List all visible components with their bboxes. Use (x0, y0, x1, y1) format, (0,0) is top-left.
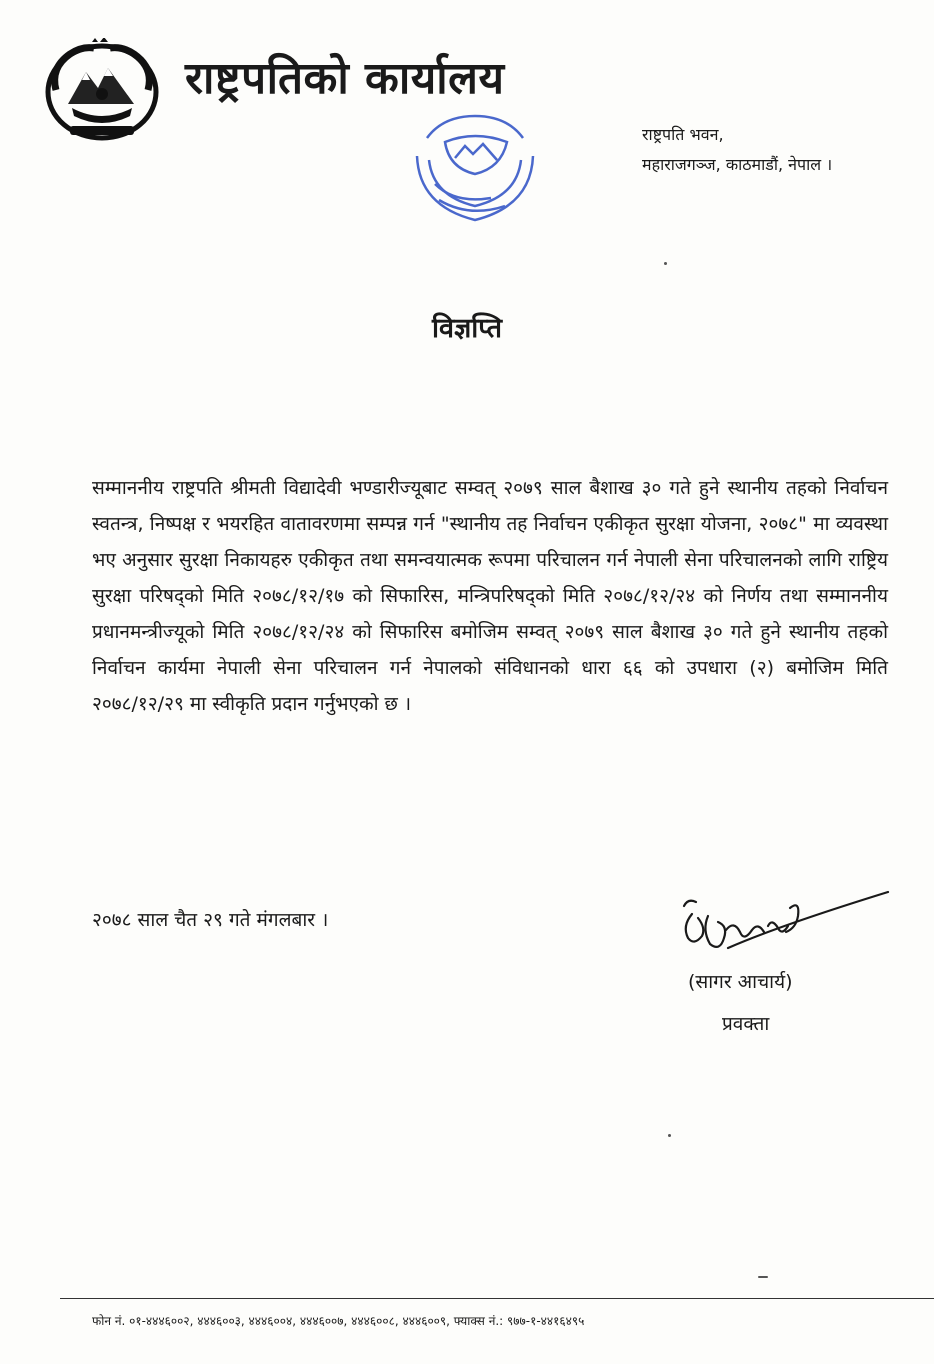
scan-speck (664, 262, 667, 265)
office-address (642, 120, 832, 180)
footer-divider (60, 1298, 934, 1299)
nepal-coat-of-arms-icon (42, 38, 162, 142)
office-title: राष्ट्रपतिको कार्यालय (185, 53, 505, 104)
signatory-name: (सागर आचार्य) (688, 971, 793, 993)
scan-speck (668, 1134, 671, 1137)
address-line-2: महाराजगञ्ज, काठमाडौं, नेपाल । (642, 155, 833, 174)
address-line-1: राष्ट्रपति भवन, (642, 125, 724, 144)
office-stamp-icon (395, 108, 555, 232)
notice-date: २०७८ साल चैत २९ गते मंगलबार । (92, 909, 329, 931)
signatory-role: प्रवक्ता (722, 1013, 770, 1035)
notice-body: सम्माननीय राष्ट्रपति श्रीमती विद्यादेवी भण्डारीज्यूबाट सम्वत् २०७९ साल बैशाख ३० गते हुने स्थानीय तहको निर्वाचन स्वतन्त्र, निष्पक्ष र भयरहित वातावरणमा सम्पन्न गर्न "स्थानीय तह निर्वाचन एकीकृत सुरक्षा योजना, २०७८" मा व्यवस्था भए अनुसार सुरक्षा निकायहरु एकीकृत तथा समन्वयात्मक रूपमा परिचालन गर्न नेपाली सेना परिचालनको लागि राष्ट्रिय सुरक्षा परिषद्को मिति २०७८/१२/१७ को सिफारिस, मन्त्रिपरिषद्को मिति २०७८/१२/२४ को निर्णय तथा सम्माननीय प्रधानमन्त्रीज्यूको मिति २०७८/१२/२४ को सिफारिस बमोजिम सम्वत् २०७९ साल बैशाख ३० गते हुने स्थानीय तहको निर्वाचन कार्यमा नेपाली सेना परिचालन गर्न नेपालको संविधानको धारा ६६ को उपधारा (२) बमोजिम मिति २०७८/१२/२९ मा स्वीकृति प्रदान गर्नुभएको छ । (92, 477, 888, 715)
notice-title: विज्ञप्ति (431, 313, 502, 344)
footer-contact: फोन नं. ०१-४४४६००२, ४४४६००३, ४४४६००४, ४४४६००७, ४४४६००८, ४४४६००९, फ्याक्स नं.: ९७७-१-४४१६४९५ (92, 1314, 585, 1328)
handwritten-signature-icon (668, 886, 898, 966)
scan-speck (758, 1276, 768, 1278)
